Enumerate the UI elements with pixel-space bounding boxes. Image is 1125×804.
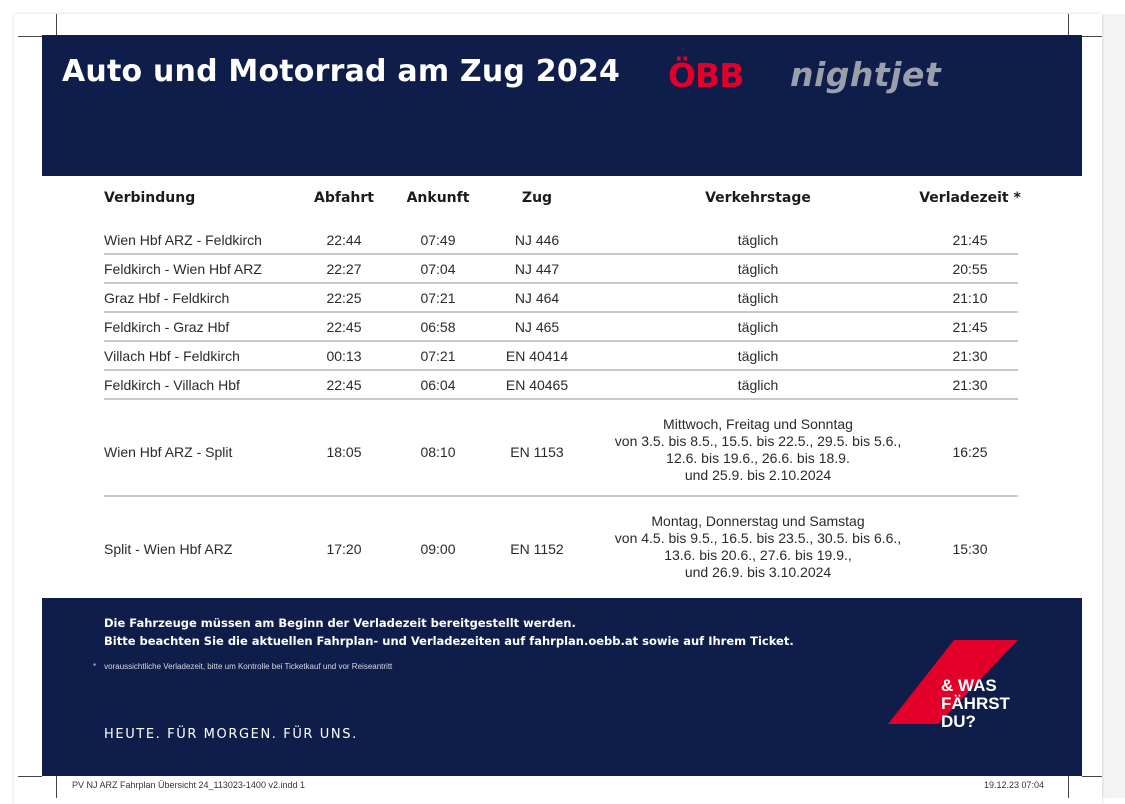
cell-days bbox=[598, 319, 918, 335]
cell-loading-time: 15:30 bbox=[952, 541, 988, 557]
footer-note: Die Fahrzeuge müssen am Beginn der Verladezeit bereitgestellt werden. bbox=[104, 616, 576, 630]
cell-connection: Split - Wien Hbf ARZ bbox=[104, 541, 233, 557]
cell-arrival: 07:04 bbox=[420, 261, 456, 277]
column-header-days: Verkehrstage bbox=[705, 190, 811, 206]
nightjet-logo: nightjet bbox=[790, 55, 942, 94]
crop-mark bbox=[18, 36, 42, 37]
cell-departure: 17:20 bbox=[326, 541, 362, 557]
cell-departure: 22:25 bbox=[326, 290, 362, 306]
cell-train: NJ 464 bbox=[514, 290, 560, 306]
days-line: Montag, Donnerstag und Samstag bbox=[651, 513, 865, 529]
cell-connection: Villach Hbf - Feldkirch bbox=[104, 348, 240, 364]
column-header-train: Zug bbox=[521, 190, 553, 206]
days-line: 12.6. bis 19.6., 26.6. bis 18.9. bbox=[666, 450, 850, 466]
crop-mark bbox=[1082, 776, 1102, 777]
cell-train: NJ 465 bbox=[514, 319, 560, 335]
table-row bbox=[0, 371, 1125, 400]
cell-connection: Feldkirch - Villach Hbf bbox=[104, 377, 240, 393]
footnote bbox=[93, 662, 392, 671]
table-row bbox=[0, 284, 1125, 313]
days-line: Mittwoch, Freitag und Sonntag bbox=[663, 416, 853, 432]
crop-mark bbox=[56, 14, 57, 36]
table-row bbox=[0, 255, 1125, 284]
cell-arrival: 07:49 bbox=[420, 232, 456, 248]
days-line: 13.6. bis 20.6., 27.6. bis 19.9., bbox=[664, 547, 852, 563]
table-row bbox=[0, 400, 1125, 497]
cell-arrival: 06:04 bbox=[420, 377, 456, 393]
crop-mark bbox=[1068, 14, 1069, 36]
footnote-star: * bbox=[93, 662, 97, 671]
cell-train: NJ 447 bbox=[514, 261, 560, 277]
cell-days bbox=[598, 416, 918, 484]
cell-arrival: 07:21 bbox=[420, 290, 456, 306]
cell-train: EN 40414 bbox=[505, 348, 569, 364]
cell-arrival: 09:00 bbox=[420, 541, 456, 557]
days-line: täglich bbox=[737, 290, 779, 306]
cell-connection: Wien Hbf ARZ - Split bbox=[104, 444, 233, 460]
days-line: und 26.9. bis 3.10.2024 bbox=[684, 564, 832, 580]
campaign-line: & WAS bbox=[941, 676, 997, 695]
crop-mark bbox=[1068, 776, 1069, 798]
crop-mark bbox=[18, 776, 42, 777]
cell-arrival: 08:10 bbox=[420, 444, 456, 460]
cell-connection: Feldkirch - Wien Hbf ARZ bbox=[104, 261, 262, 277]
page-title: Auto und Motorrad am Zug 2024 bbox=[62, 54, 621, 89]
cell-train: NJ 446 bbox=[514, 232, 560, 248]
table-row bbox=[0, 226, 1125, 255]
cell-days bbox=[598, 261, 918, 277]
print-file-info: PV NJ ARZ Fahrplan Übersicht 24_113023-1400 v2.indd 1 bbox=[72, 780, 305, 790]
campaign-line: FÄHRST bbox=[941, 694, 1010, 713]
cell-arrival: 06:58 bbox=[420, 319, 456, 335]
cell-days bbox=[598, 377, 918, 393]
cell-train: EN 1153 bbox=[510, 444, 564, 460]
slogan: HEUTE. FÜR MORGEN. FÜR UNS. bbox=[104, 727, 358, 742]
cell-departure: 22:45 bbox=[326, 377, 362, 393]
column-header-arrival: Ankunft bbox=[406, 190, 470, 206]
cell-loading-time: 21:45 bbox=[952, 319, 988, 335]
cell-connection: Graz Hbf - Feldkirch bbox=[104, 290, 230, 306]
cell-loading-time: 21:45 bbox=[952, 232, 988, 248]
cell-train: EN 1152 bbox=[510, 541, 564, 557]
cell-departure: 00:13 bbox=[326, 348, 362, 364]
cell-connection: Feldkirch - Graz Hbf bbox=[104, 319, 230, 335]
cell-departure: 22:27 bbox=[326, 261, 362, 277]
cell-departure: 22:44 bbox=[326, 232, 362, 248]
footer-note: Bitte beachten Sie die aktuellen Fahrplan- und Verladezeiten auf fahrplan.oebb.at sowie auf Ihrem Ticket. bbox=[104, 634, 794, 648]
days-line: von 4.5. bis 9.5., 16.5. bis 23.5., 30.5. bis 6.6., bbox=[614, 530, 902, 546]
cell-loading-time: 20:55 bbox=[952, 261, 988, 277]
oebb-logo: ÖBB bbox=[668, 56, 744, 95]
campaign-text bbox=[941, 677, 1010, 731]
cell-days bbox=[598, 348, 918, 364]
days-line: täglich bbox=[737, 261, 779, 277]
crop-mark bbox=[1082, 36, 1102, 37]
cell-arrival: 07:21 bbox=[420, 348, 456, 364]
crop-mark bbox=[56, 776, 57, 798]
cell-departure: 22:45 bbox=[326, 319, 362, 335]
days-line: und 25.9. bis 2.10.2024 bbox=[684, 467, 832, 483]
cell-loading-time: 21:10 bbox=[952, 290, 988, 306]
days-line: täglich bbox=[737, 348, 779, 364]
cell-connection: Wien Hbf ARZ - Feldkirch bbox=[104, 232, 262, 248]
cell-loading-time: 21:30 bbox=[952, 377, 988, 393]
days-line: täglich bbox=[737, 377, 779, 393]
campaign-line: DU? bbox=[941, 712, 976, 731]
cell-train: EN 40465 bbox=[505, 377, 569, 393]
table-row bbox=[0, 497, 1125, 594]
footnote-text: voraussichtliche Verladezeit, bitte um Kontrolle bei Ticketkauf und vor Reiseantritt bbox=[104, 662, 393, 671]
column-header-connection: Verbindung bbox=[104, 190, 196, 206]
table-row bbox=[0, 342, 1125, 371]
cell-days bbox=[598, 513, 918, 581]
cell-days bbox=[598, 232, 918, 248]
days-line: von 3.5. bis 8.5., 15.5. bis 22.5., 29.5. bis 5.6., bbox=[614, 433, 902, 449]
column-header-loading-time: Verladezeit * bbox=[919, 190, 1021, 206]
cell-days bbox=[598, 290, 918, 306]
cell-loading-time: 16:25 bbox=[952, 444, 988, 460]
column-header-departure: Abfahrt bbox=[314, 190, 374, 206]
table-row bbox=[0, 313, 1125, 342]
days-line: täglich bbox=[737, 232, 779, 248]
print-date: 19.12.23 07:04 bbox=[984, 780, 1045, 790]
days-line: täglich bbox=[737, 319, 779, 335]
cell-departure: 18:05 bbox=[326, 444, 362, 460]
cell-loading-time: 21:30 bbox=[952, 348, 988, 364]
